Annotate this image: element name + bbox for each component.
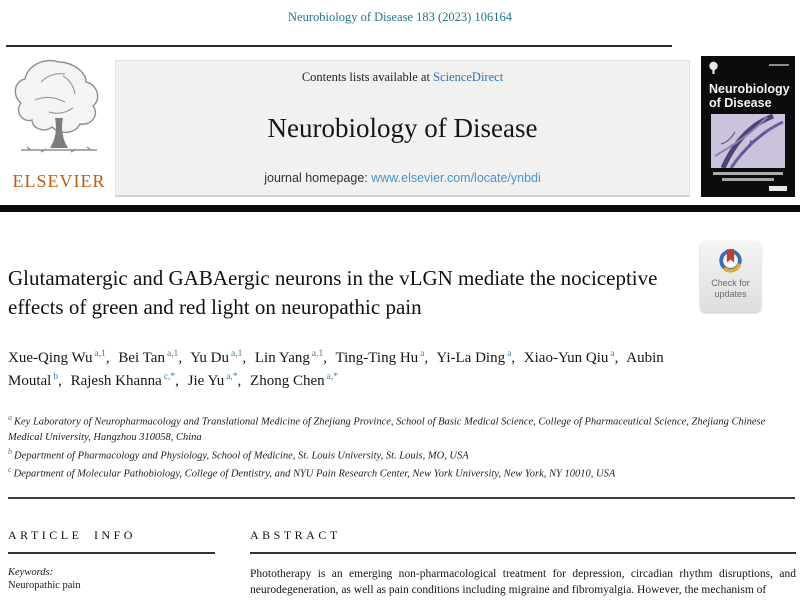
keywords-label: Keywords:: [8, 566, 54, 578]
article-title: Glutamatergic and GABAergic neurons in the vLGN mediate the nociceptive effects of green and red light on neuropathic pain: [8, 266, 658, 320]
author-list: [8, 347, 702, 394]
author-affiliation-marker: a,*: [226, 372, 238, 383]
affiliation-item: $^c$ Department of Molecular Pathobiology, College of Dentistry, and NYU Pain Research Center, New York University, New York, NY 10010, USA: [8, 465, 616, 480]
cover-volume-text: [769, 64, 789, 66]
cover-artwork: [711, 114, 785, 173]
crossmark-icon: [700, 246, 761, 278]
author-affiliation-marker: a: [610, 349, 615, 359]
cover-caption-line: [713, 172, 783, 175]
journal-homepage-link[interactable]: www.elsevier.com/locate/ynbdi: [371, 171, 541, 185]
article-info-section: [8, 528, 221, 591]
homepage-line: [264, 171, 541, 185]
author: Yi-La Ding $^a$,: [436, 349, 516, 366]
author: Ting-Ting Hu $^a$,: [335, 349, 429, 366]
abstract-text: Phototherapy is an emerging non-pharmacological treatment for depression, circadian rhythm disruptions, and neurodegeneration, as well as pain conditions including migraine and fibromyalgia. However, the mechanism of: [250, 567, 796, 596]
author: Lin Yang $^{a,1}$,: [254, 349, 327, 366]
cover-caption-line: [722, 178, 774, 181]
affiliation-list: [8, 412, 792, 483]
check-updates-badge[interactable]: [700, 241, 761, 312]
journal-citation: Neurobiology of Disease 183 (2023) 106164: [288, 10, 512, 24]
journal-cover-thumbnail: [701, 56, 795, 197]
author-affiliation-marker: a,1: [94, 349, 106, 359]
sciencedirect-link[interactable]: ScienceDirect: [433, 70, 504, 84]
article-info-rule: [8, 552, 215, 554]
cover-barcode-bar: [769, 186, 787, 191]
keyword-item: Neuropathic pain: [8, 579, 81, 591]
author-affiliation-marker: b: [53, 372, 59, 383]
author-affiliation-marker: a,1: [166, 349, 179, 359]
author: Aubin Moutal $^b$,: [8, 350, 664, 390]
author-affiliation-marker: c,*: [163, 372, 176, 383]
article-info-heading: ARTICLE INFO: [8, 528, 136, 542]
cover-journal-title: Neurobiology of Disease: [709, 82, 790, 111]
contents-prefix: Contents lists available at: [301, 70, 434, 84]
author-affiliation-marker: a: [507, 349, 512, 359]
homepage-prefix: journal homepage:: [264, 171, 372, 185]
author: Xue-Qing Wu $^{a,1}$,: [8, 349, 110, 366]
author-affiliation-marker: a,1: [231, 349, 243, 359]
top-rule: [6, 45, 672, 47]
affiliation-item: $^b$ Department of Pharmacology and Physiology, School of Medicine, St. Louis University, St. Louis, MO, USA: [8, 447, 469, 462]
abstract-section: [250, 528, 796, 599]
author: Bei Tan $^{a,1}$,: [118, 349, 183, 366]
elsevier-logo: [8, 56, 110, 192]
check-updates-label: Check for updates: [711, 278, 750, 300]
author: Rajesh Khanna $^{c,*}$,: [70, 372, 179, 390]
elsevier-wordmark: ELSEVIER: [12, 171, 106, 191]
affiliation-item: $^a$ Key Laboratory of Neuropharmacology and Translational Medicine of Zhejiang Province, School of Basic Medical Science, College of Pharmaceutical Science, Zhejiang Chinese Medical University, Hangzhou 310058, China: [8, 413, 766, 444]
author-affiliation-marker: a,1: [311, 349, 324, 359]
contents-line: [302, 70, 503, 85]
author: Xiao-Yun Qiu $^a$,: [523, 349, 619, 366]
author-affiliation-marker: a: [420, 349, 425, 359]
author: Zhong Chen $^{a,*}$: [250, 372, 338, 390]
masthead-box: [115, 60, 690, 197]
author: Jie Yu $^{a,*}$,: [187, 372, 242, 390]
cover-elsevier-mini-icon: [708, 61, 719, 81]
abstract-rule: [250, 552, 796, 554]
journal-title: Neurobiology of Disease: [267, 112, 538, 143]
masthead-divider: [0, 205, 800, 212]
abstract-heading: ABSTRACT: [250, 528, 341, 542]
author: Yu Du $^{a,1}$,: [190, 349, 247, 366]
elsevier-tree-icon: [11, 151, 107, 168]
section-divider-rule: [8, 497, 795, 499]
author-affiliation-marker: a,*: [326, 372, 338, 383]
